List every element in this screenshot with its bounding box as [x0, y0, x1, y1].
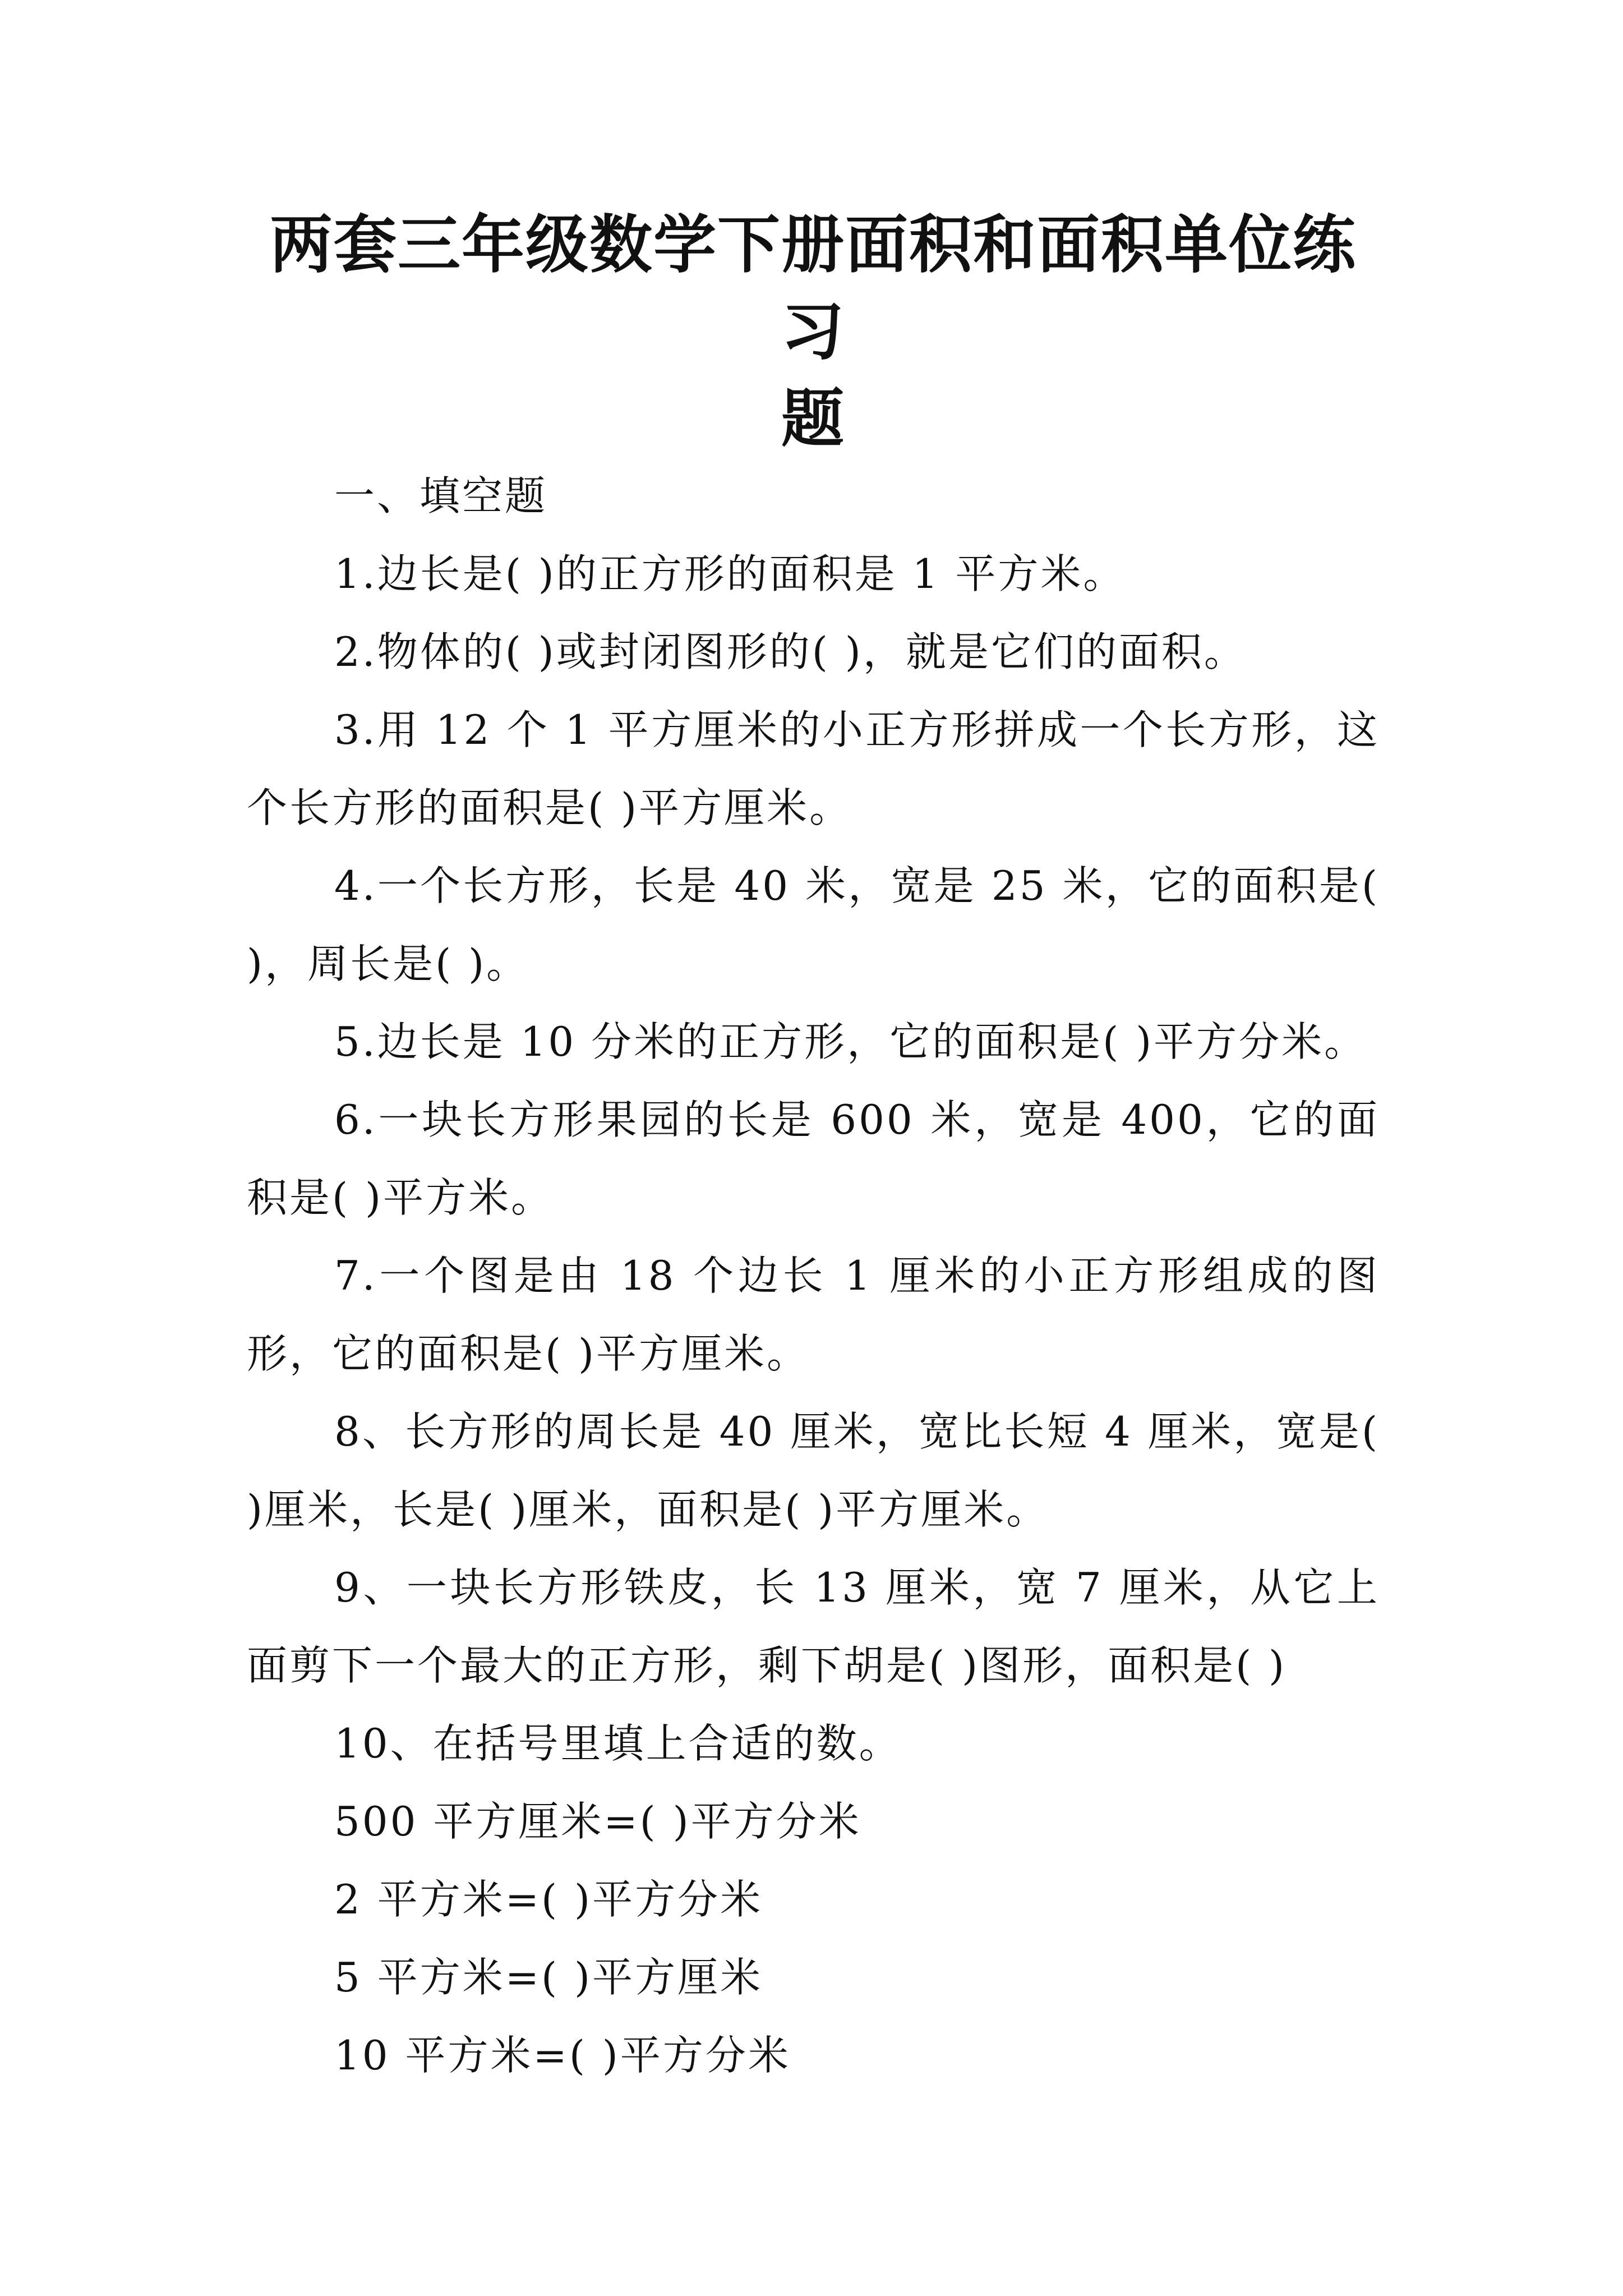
section-heading: 一、填空题 [334, 472, 548, 519]
conversion-4: 10 平方米=( )平方分米 [334, 2032, 791, 2079]
conversion-1: 500 平方厘米=( )平方分米 [334, 1798, 861, 1845]
question-4: 4.一个长方形，长是 40 米，宽是 25 米，它的面积是( )，周长是( )。 [247, 862, 1380, 987]
document-body [247, 457, 1380, 2095]
title-line-1: 两套三年级数学下册面积和面积单位练习 [270, 209, 1357, 369]
question-1: 1.边长是( )的正方形的面积是 1 平方米。 [334, 550, 1126, 597]
question-5: 5.边长是 10 分米的正方形，它的面积是( )平方分米。 [334, 1018, 1367, 1065]
conversion-2: 2 平方米=( )平方分米 [334, 1876, 763, 1923]
question-8: 8、长方形的周长是 40 厘米，宽比长短 4 厘米，宽是( )厘米，长是( )厘米，面积是( )平方厘米。 [247, 1408, 1380, 1533]
title-line-2: 题 [781, 383, 845, 455]
conversion-3: 5 平方米=( )平方厘米 [334, 1954, 763, 2001]
question-10: 10、在括号里填上合适的数。 [334, 1720, 902, 1767]
document-title [247, 202, 1380, 463]
question-9: 9、一块长方形铁皮，长 13 厘米，宽 7 厘米，从它上面剪下一个最大的正方形，剩下胡是( )图形，面积是( ) [247, 1564, 1380, 1689]
question-3: 3.用 12 个 1 平方厘米的小正方形拼成一个长方形，这个长方形的面积是( )平方厘米。 [247, 706, 1380, 831]
question-7: 7.一个图是由 18 个边长 1 厘米的小正方形组成的图形，它的面积是( )平方厘米。 [247, 1252, 1380, 1377]
question-2: 2.物体的( )或封闭图形的( )，就是它们的面积。 [334, 628, 1247, 675]
question-6: 6.一块长方形果园的长是 600 米，宽是 400，它的面积是( )平方米。 [247, 1096, 1380, 1221]
